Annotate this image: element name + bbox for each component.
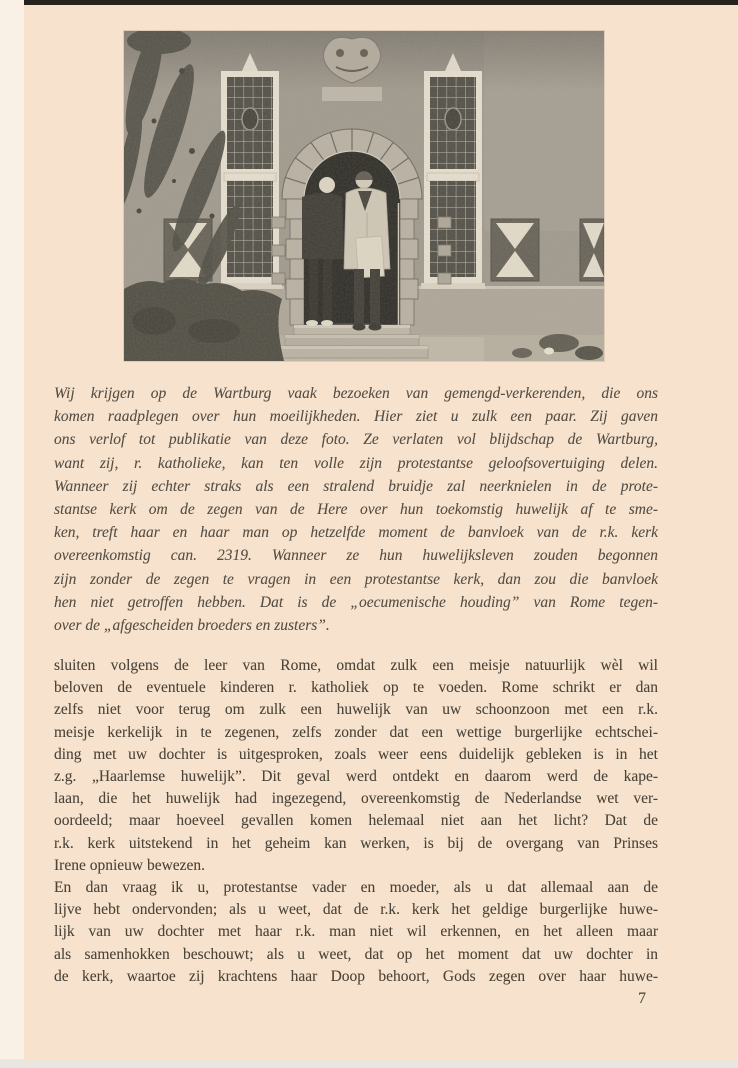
text-line: sluiten volgens de leer van Rome, omdat zulk een meisje natuurlijk wèl wil <box>54 657 658 674</box>
text-line: over de „afgescheiden broeders en zusters”. <box>54 617 330 635</box>
page-number: 7 <box>638 990 646 1007</box>
text-line: Wij krijgen op de Wartburg vaak bezoeken van gemengd-verkerenden, die ons <box>54 385 658 402</box>
text-line: laan, die het huwelijk had ingezegend, overeenkomstig de Nederlandse wet ver- <box>54 790 658 808</box>
text-line: Irene opnieuw bewezen. <box>54 856 206 874</box>
wartburg-photo-illustration <box>124 31 604 361</box>
paragraph <box>54 655 658 877</box>
text-line: Wanneer zij echter straks als een stralend bruidje zal neerknielen in de prote- <box>54 477 658 495</box>
text-line: oordeeld; maar hoeveel gevallen komen helemaal niet aan het licht? Dat de <box>54 812 658 830</box>
text-line: lijve hebt ondervonden; als u weet, dat de r.k. kerk het geldige burgerlijke huwe- <box>54 901 658 919</box>
text-line: En dan vraag ik u, protestantse vader en moeder, als u dat allemaal aan de <box>54 879 658 897</box>
text-line: hen niet getroffen hebben. Dat is de „oecumenische houding” van Rome tegen- <box>54 593 658 611</box>
text-line: z.g. „Haarlemse huwelijk”. Dit geval werd ontdekt en daarom werd de kape- <box>54 768 658 786</box>
text-line: stantse kerk om de zegen van de Here over hun toekomstig huwelijk af te sme- <box>54 501 658 519</box>
scan-edge-left <box>0 0 24 1068</box>
scan-edge-bottom <box>0 1059 738 1068</box>
text-line: ons verlof tot publikatie van deze foto. Ze verlaten vol blijdschap de Wartburg, <box>54 431 658 449</box>
text-line: meisje kerkelijk in te zegenen, zelfs zonder dat een wettige burgerlijke echtschei- <box>54 723 658 741</box>
scan-edge-top <box>24 0 738 5</box>
text-line: want zij, r. katholieke, kan ten volle zijn protestantse geloofsovertuiging delen. <box>54 454 658 472</box>
text-line: zijn zonder de zegen te vragen in een protestantse kerk, dan zou die banvloek <box>54 570 658 588</box>
photo-caption <box>54 382 658 637</box>
text-line: zelfs niet voor terug om zulk een huwelijk van uw schoonzoon met een r.k. <box>54 701 658 719</box>
text-line: lijk van uw dochter met haar r.k. man niet wil erkennen, en het alleen maar <box>54 923 658 941</box>
text-line: ding met uw dochter is uitgesproken, zoals weer eens duidelijk gebleken is in het <box>54 745 658 763</box>
text-line: als samenhokken beschouwt; als u weet, dat op het moment dat uw dochter in <box>54 945 658 963</box>
text-line: overeenkomstig can. 2319. Wanneer ze hun huwelijksleven zouden begonnen <box>54 547 658 565</box>
text-line: r.k. kerk uitstekend in het geheim kan werken, is bij de overgang van Prinses <box>54 834 658 852</box>
text-line: beloven de eventuele kinderen r. katholiek op te voeden. Rome schrikt er dan <box>54 679 658 697</box>
text-line: komen raadplegen over hun moeilijkheden. Hier ziet u zulk een paar. Zij gaven <box>54 408 658 426</box>
wartburg-photo <box>124 31 604 361</box>
text-line: de kerk, waartoe zij krachtens haar Doop behoort, Gods zegen over haar huwe- <box>54 967 658 985</box>
body-text <box>54 655 658 988</box>
paragraph <box>54 877 658 988</box>
text-line: ken, treft haar en haar man op hetzelfde moment de banvloek van de r.k. kerk <box>54 524 658 542</box>
